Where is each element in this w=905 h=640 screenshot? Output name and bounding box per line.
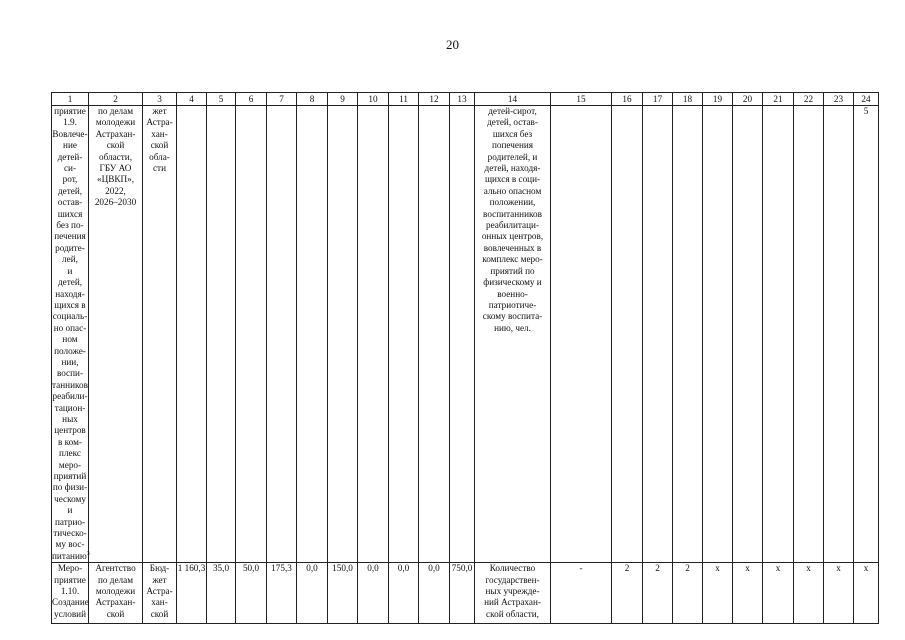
value-cell: x (854, 563, 879, 624)
activities-table (51, 92, 879, 624)
value-cell (358, 106, 389, 563)
column-header: 5 (207, 93, 236, 106)
column-header: 1 (52, 93, 89, 106)
value-cell: 750,0 (450, 563, 475, 624)
value-cell: 0,0 (419, 563, 450, 624)
column-header: 23 (824, 93, 854, 106)
value-cell (673, 106, 703, 563)
column-header: 10 (358, 93, 389, 106)
value-cell: 175,3 (267, 563, 297, 624)
column-header: 13 (450, 93, 475, 106)
value-cell: - (551, 563, 612, 624)
funding-source-cell: жет Астра- хан- ской обла- сти (143, 106, 177, 563)
event-name-cell: приятие 1.9. Вовлече- ние детей-си- рот, детей, остав- шихся без по- печения родите- лей, и детей, находя- щихся в социаль- но опас- ном положе- нии, воспи- танников реабили- тацион- ных центров в ком- плекс меро- приятий по физи- ческому и патрио- тическо- му вос- питанию$^3$ (52, 106, 90, 561)
column-header: 17 (643, 93, 673, 106)
value-cell: 35,0 (207, 563, 236, 624)
column-header: 22 (794, 93, 824, 106)
column-header: 18 (673, 93, 703, 106)
table-row (52, 563, 879, 624)
column-header: 16 (612, 93, 643, 106)
value-cell (297, 106, 328, 563)
column-header: 4 (177, 93, 207, 106)
value-cell: 2 (612, 563, 643, 624)
column-header: 2 (89, 93, 143, 106)
value-cell (643, 106, 673, 563)
event-name-cell: Меро- приятие 1.10. Создание условий (52, 563, 89, 624)
value-cell: 0,0 (389, 563, 419, 624)
value-cell: x (703, 563, 733, 624)
value-cell: x (763, 563, 794, 624)
value-cell: 1 160,3 (177, 563, 207, 624)
table-row (52, 106, 879, 563)
value-cell (551, 106, 612, 563)
column-header: 21 (763, 93, 794, 106)
value-cell (703, 106, 733, 563)
value-cell (733, 106, 763, 563)
value-cell (207, 106, 236, 563)
column-header: 3 (143, 93, 177, 106)
indicator-cell: Количество государствен- ных учрежде- ний Астрахан- ской области, (475, 563, 551, 624)
column-header: 9 (328, 93, 358, 106)
value-cell: 5 (854, 106, 879, 563)
value-cell: x (794, 563, 824, 624)
value-cell (419, 106, 450, 563)
value-cell (450, 106, 475, 563)
indicator-cell: детей-сирот, детей, остав- шихся без попечения родителей, и детей, находя- щихся в соци- ально опасном положении, воспитанников реабилитаци- онных центров, вовлеченных в комплекс меро- приятий по физическому и военно- патриотиче- скому воспита- нию, чел. (475, 106, 551, 563)
value-cell: 2 (643, 563, 673, 624)
value-cell: 2 (673, 563, 703, 624)
column-header: 11 (389, 93, 419, 106)
value-cell (824, 106, 854, 563)
value-cell: 0,0 (297, 563, 328, 624)
value-cell (794, 106, 824, 563)
value-cell: 150,0 (328, 563, 358, 624)
column-header: 20 (733, 93, 763, 106)
value-cell: x (824, 563, 854, 624)
funding-source-cell: Бюд- жет Астра- хан- ской (143, 563, 177, 624)
column-header: 15 (551, 93, 612, 106)
column-header: 8 (297, 93, 328, 106)
value-cell (389, 106, 419, 563)
executor-cell: Агентство по делам молодежи Астрахан- ской (89, 563, 143, 624)
header-row (52, 93, 879, 106)
column-header: 12 (419, 93, 450, 106)
column-header: 19 (703, 93, 733, 106)
value-cell (236, 106, 267, 563)
column-header: 14 (475, 93, 551, 106)
column-header: 7 (267, 93, 297, 106)
value-cell (763, 106, 794, 563)
executor-cell: по делам молодежи Астрахан- ской области, ГБУ АО «ЦВКП», 2022, 2026–2030 (89, 106, 143, 563)
column-header: 24 (854, 93, 879, 106)
value-cell: 50,0 (236, 563, 267, 624)
value-cell (328, 106, 358, 563)
value-cell (267, 106, 297, 563)
value-cell (612, 106, 643, 563)
value-cell (177, 106, 207, 563)
page-number: 20 (446, 37, 459, 52)
value-cell: 0,0 (358, 563, 389, 624)
column-header: 6 (236, 93, 267, 106)
value-cell: x (733, 563, 763, 624)
